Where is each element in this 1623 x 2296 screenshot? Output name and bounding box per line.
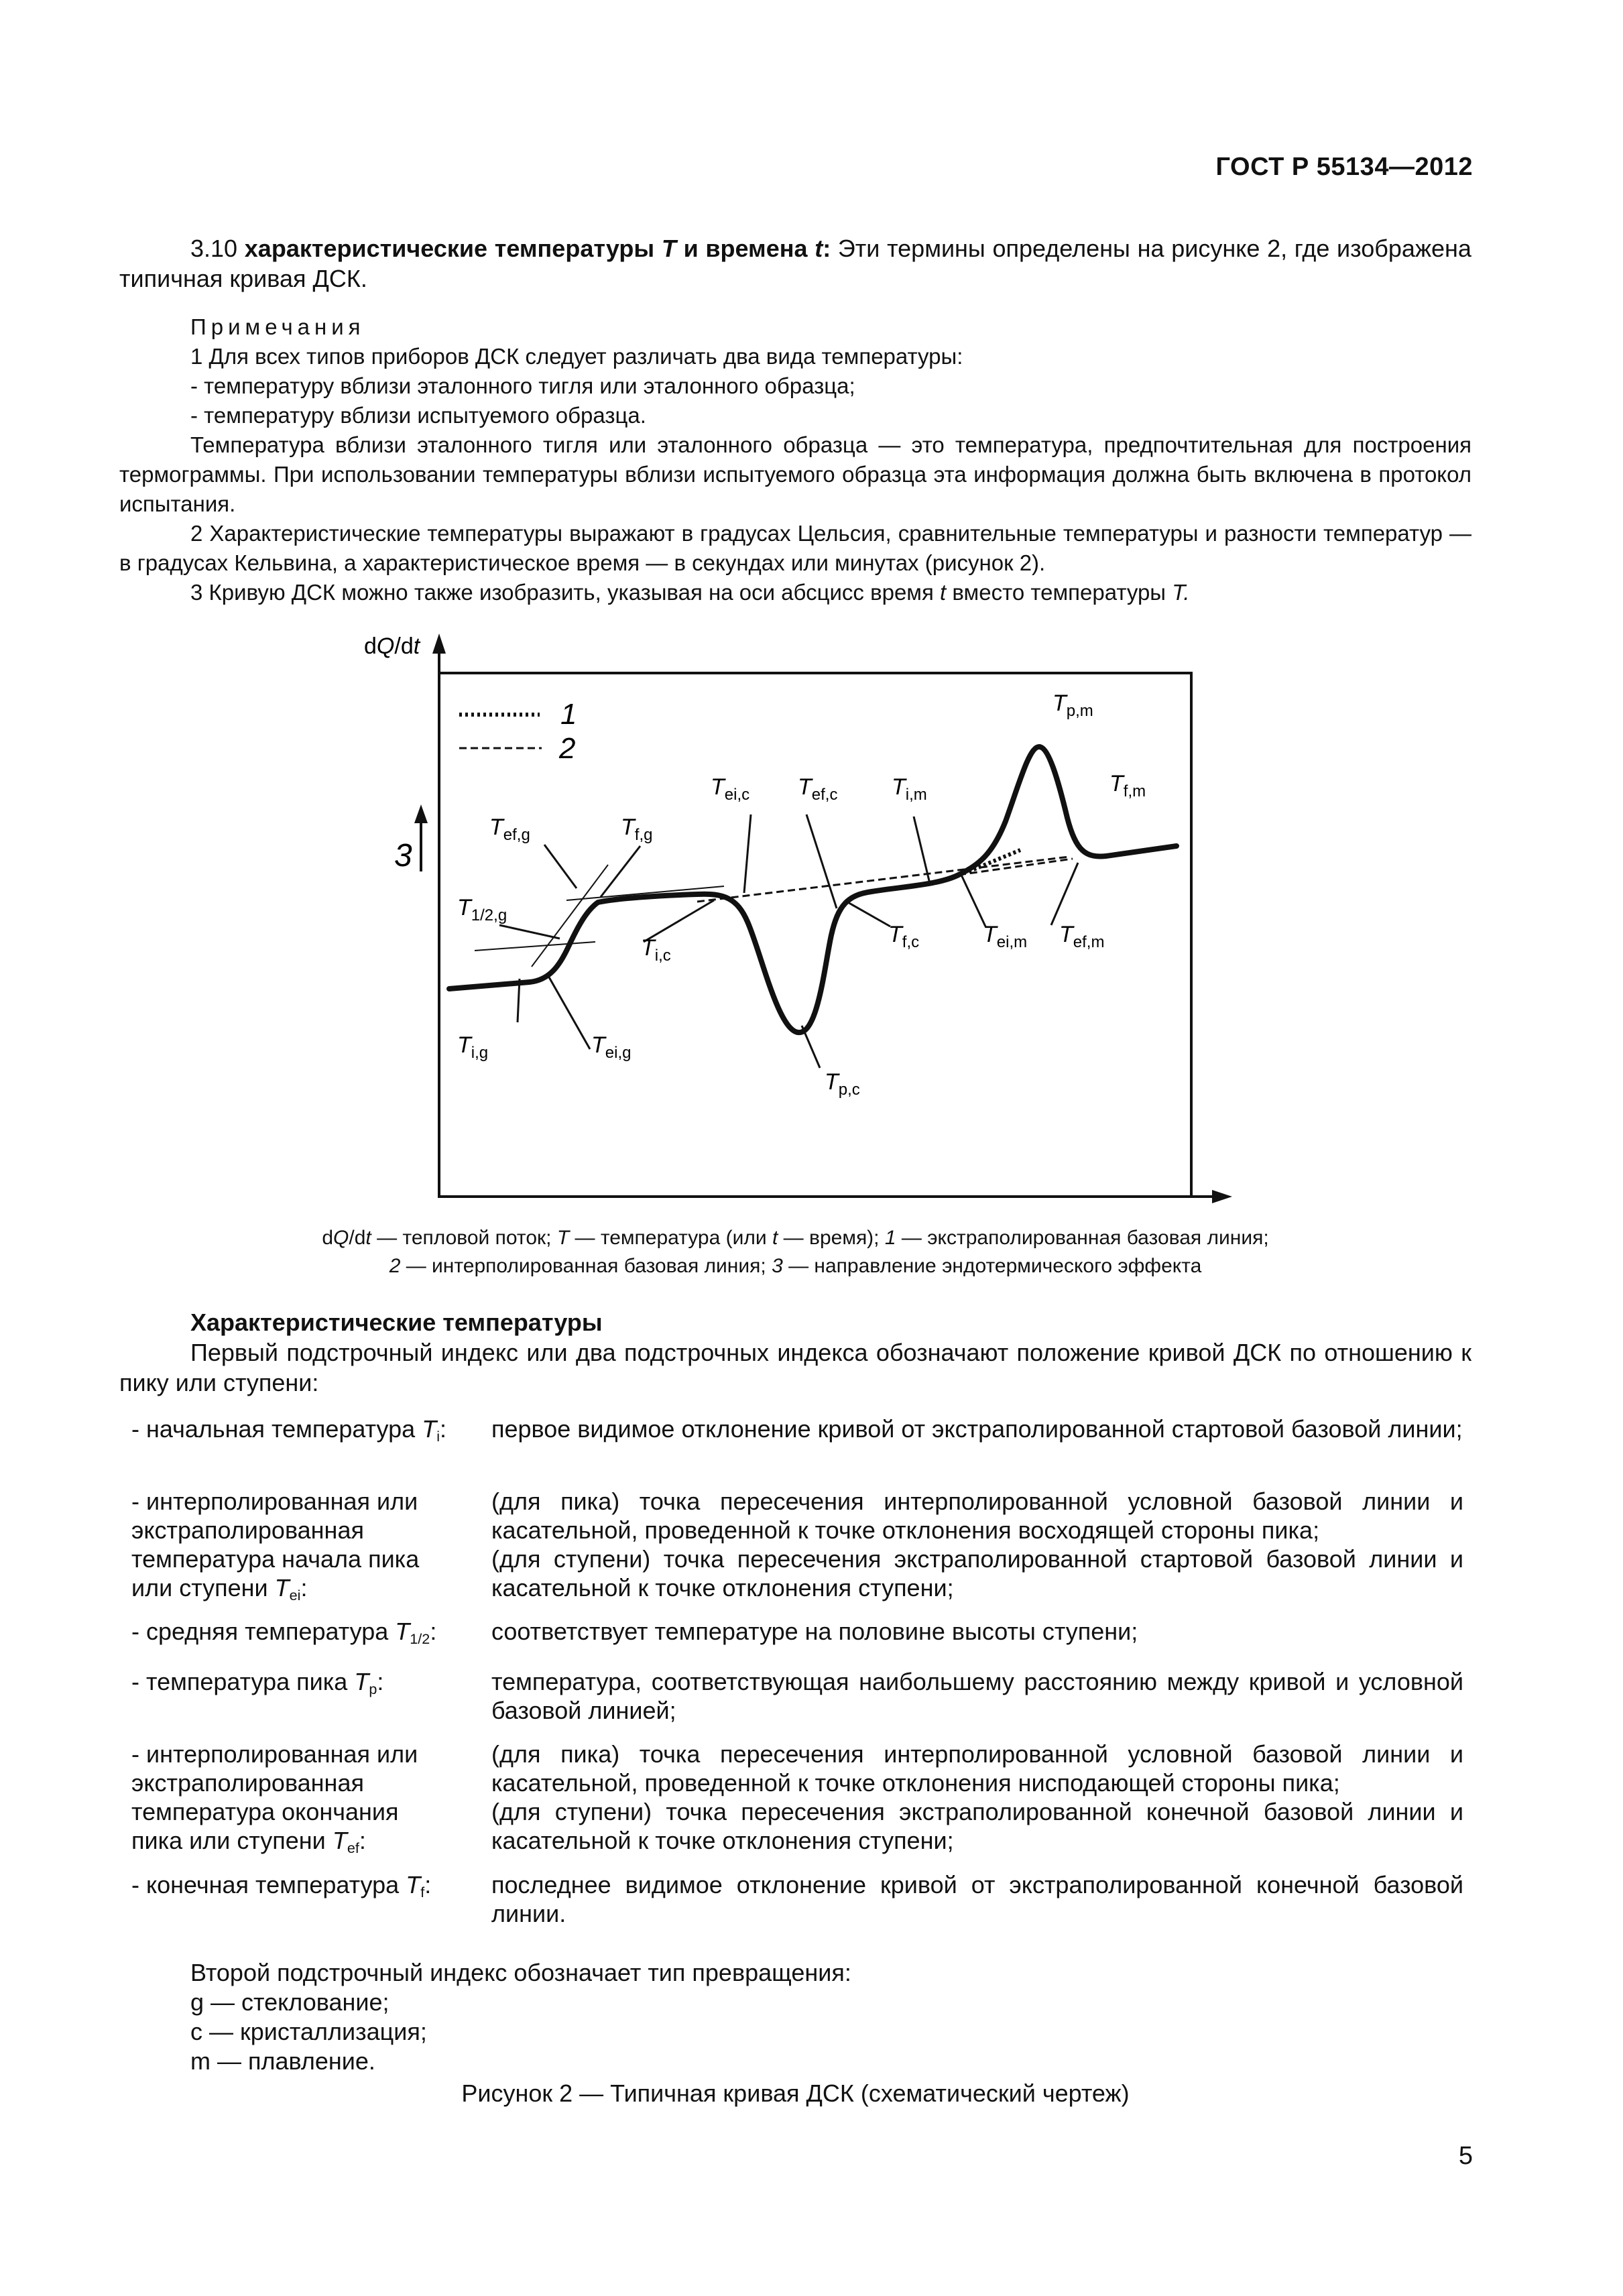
def-desc-ei-step: (для ступени) точка пересечения экстраполированной стартовой базовой линии и касательной к точке отклонения ступени; (491, 1545, 1463, 1602)
term-symbol-T: T (661, 235, 676, 262)
note-2: 2 Характеристические температуры выражают в градусах Цельсия, сравнительные температуры и разности температур — в градусах Кельвина, а характеристическое время — в секундах или минутах (рисунок 2). (119, 521, 1471, 575)
cap-t2: t (772, 1227, 778, 1249)
term-definition: Эти термины определены на рисунке 2, где изображена типичная кривая ДСК. (119, 235, 1471, 292)
index-c: c — кристаллизация; (190, 2018, 427, 2045)
label-T-p-c: $T_{p,c}$ (825, 1069, 860, 1099)
cap-slash: /d (349, 1227, 366, 1249)
endotherm-label: 3 (394, 838, 412, 873)
note-1c: Температура вблизи эталонного тигля или эталонного образца — это температура, предпочтительная для построения термограммы. При использовании температуры вблизи испытуемого образца эта информация должна быть включена в протокол испытания. (119, 432, 1471, 516)
page-number: 5 (1458, 2142, 1473, 2170)
def-term-text: - температура пика (131, 1668, 348, 1695)
label-T-i-c: $T_{i,c}$ (641, 935, 671, 965)
def-desc-ei-peak: (для пика) точка пересечения интерполированной условной базовой линии и касательной, проведенной к точке отклонения восходящей стороны пика; (491, 1488, 1463, 1544)
cap-3: 3 (772, 1255, 783, 1277)
index-g: g — стеклование; (190, 1988, 389, 2016)
y-axis-arrow-icon (432, 633, 446, 654)
cap-time: — время); (783, 1227, 880, 1249)
def-sym: T (406, 1871, 421, 1898)
note-1: 1 Для всех типов приборов ДСК следует различать два вида температуры: (190, 344, 963, 369)
cap-extrapolated: — экстраполированная базовая линия; (901, 1227, 1269, 1249)
second-index-intro: Второй подстрочный индекс обозначает тип превращения: (190, 1959, 851, 1986)
def-sub: p (369, 1681, 377, 1697)
cap-1: 1 (884, 1227, 896, 1249)
note-1a: - температуру вблизи эталонного тигля или эталонного образца; (190, 373, 855, 398)
def-term-text: - интерполированная или экстраполированная температура окончания пика или ступени (131, 1740, 418, 1854)
cap-temperature: — температура (или (575, 1227, 767, 1249)
label-T-ei-m: $T_{ei,m}$ (983, 922, 1028, 951)
label-T-ef-g: $T_{ef,g}$ (489, 814, 530, 844)
def-sym: T (395, 1618, 410, 1645)
note-3-T: T. (1172, 580, 1190, 605)
glass-tangent-baseline (475, 942, 595, 951)
def-desc-ef-peak: (для пика) точка пересечения интерполированной условной базовой линии и касательной, проведенной к точке отклонения нисподающей стороны пика; (491, 1740, 1463, 1797)
def-desc-ef (491, 1740, 1463, 1855)
def-desc-f: последнее видимое отклонение кривой от экстраполированной конечной базовой линии. (491, 1871, 1463, 1927)
label-T-ef-m: $T_{ef,m}$ (1059, 922, 1105, 951)
legend-label-2: 2 (559, 732, 576, 765)
label-T-half-g: $T_{1/2,g}$ (457, 895, 507, 924)
document-id: ГОСТ Р 55134—2012 (1215, 153, 1473, 181)
def-sym: T (274, 1574, 290, 1602)
char-temps-heading: Характеристические температуры (190, 1309, 603, 1336)
term-heading: характеристические температуры (244, 235, 655, 262)
interpolated-baseline-c (697, 857, 1069, 902)
def-term-text: - конечная температура (131, 1871, 400, 1898)
note-1b: - температуру вблизи испытуемого образца. (190, 403, 646, 428)
def-desc-i: первое видимое отклонение кривой от экстраполированной стартовой базовой линии; (491, 1415, 1463, 1443)
def-term-p: - температура пика $T_p$: (131, 1668, 384, 1697)
def-sym: T (422, 1415, 437, 1443)
def-term-ei: - интерполированная или экстраполированная температура начала пика или ступени $T_{ei}$: (131, 1488, 420, 1604)
def-sub: i (436, 1428, 440, 1445)
def-desc-half: соответствует температуре на половине высоты ступени; (491, 1618, 1138, 1645)
term-symbol-t: t (815, 235, 823, 262)
note-3-t: t (940, 580, 947, 605)
label-T-f-g: $T_{f,g}$ (621, 814, 653, 844)
cap-T: T (556, 1227, 570, 1249)
label-T-i-m: $T_{i,m}$ (892, 774, 927, 804)
label-T-ei-c: $T_{ei,c}$ (711, 774, 750, 804)
def-desc-ef-step: (для ступени) точка пересечения экстраполированной конечной базовой линии и касательной к точке отклонения ступени; (491, 1798, 1463, 1854)
x-axis-arrow-icon (1212, 1190, 1232, 1203)
def-term-text: - начальная температура (131, 1415, 416, 1443)
term-colon: : (823, 235, 831, 262)
def-term-half: - средняя температура $T_{1/2}$: (131, 1618, 437, 1647)
def-desc-p: температура, соответствующая наибольшему расстоянию между кривой и условной базовой линией; (491, 1668, 1463, 1724)
label-T-ei-g: $T_{ei,g}$ (591, 1032, 632, 1062)
notes-title: Примечания (190, 314, 365, 339)
legend-label-1: 1 (560, 698, 577, 731)
note-3-text-b: вместо температуры (952, 580, 1166, 605)
figure-legend-line-1 (119, 1224, 1471, 1252)
def-term-text: - интерполированная или экстраполированная температура начала пика или ступени (131, 1488, 420, 1602)
label-T-i-g: $T_{i,g}$ (457, 1032, 489, 1062)
def-term-ef: - интерполированная или экстраполированная температура окончания пика или ступени $T_{ef}$: (131, 1740, 418, 1856)
cap-endotherm: — направление эндотермического эффекта (788, 1255, 1202, 1277)
def-sub: ef (347, 1839, 359, 1856)
char-temps-intro: Первый подстрочный индекс или два подстрочных индекса обозначают положение кривой ДСК по отношению к пику или ступени: (119, 1339, 1471, 1396)
term-and: и времена (683, 235, 808, 262)
def-term-i: - начальная температура $T_i$: (131, 1415, 447, 1445)
figure-legend-line-2 (119, 1252, 1471, 1280)
label-T-ef-c: $T_{ef,c}$ (798, 774, 838, 804)
index-m: m — плавление. (190, 2047, 375, 2075)
cap-heat-flow: — тепловой поток; (377, 1227, 552, 1249)
def-sym: T (354, 1668, 369, 1695)
figure-title: Рисунок 2 — Типичная кривая ДСК (схематический чертеж) (461, 2079, 1130, 2107)
cap-interpolated: — интерполированная базовая линия; (406, 1255, 766, 1277)
section-number: 3.10 (190, 235, 238, 262)
def-sub: 1/2 (410, 1630, 430, 1647)
def-sub: ei (289, 1587, 301, 1604)
cap-Q: Q (333, 1227, 349, 1249)
cap-d: d (322, 1227, 334, 1249)
endotherm-arrow-head-icon (414, 804, 428, 823)
def-term-text: - средняя температура (131, 1618, 389, 1645)
note-3-text-a: 3 Кривую ДСК можно также изобразить, указывая на оси абсцисс время (190, 580, 934, 605)
def-desc-ei (491, 1487, 1463, 1602)
label-T-f-c: $T_{f,c}$ (888, 922, 920, 951)
y-axis-label: dQ/dt (364, 633, 420, 659)
cap-t: t (365, 1227, 371, 1249)
label-T-f-m: $T_{f,m}$ (1109, 771, 1146, 800)
def-sub: f (420, 1884, 425, 1900)
label-T-p-m: $T_{p,m}$ (1053, 690, 1093, 720)
def-term-f: - конечная температура $T_f$: (131, 1871, 432, 1900)
def-sym: T (332, 1827, 347, 1854)
cap-2: 2 (389, 1255, 401, 1277)
